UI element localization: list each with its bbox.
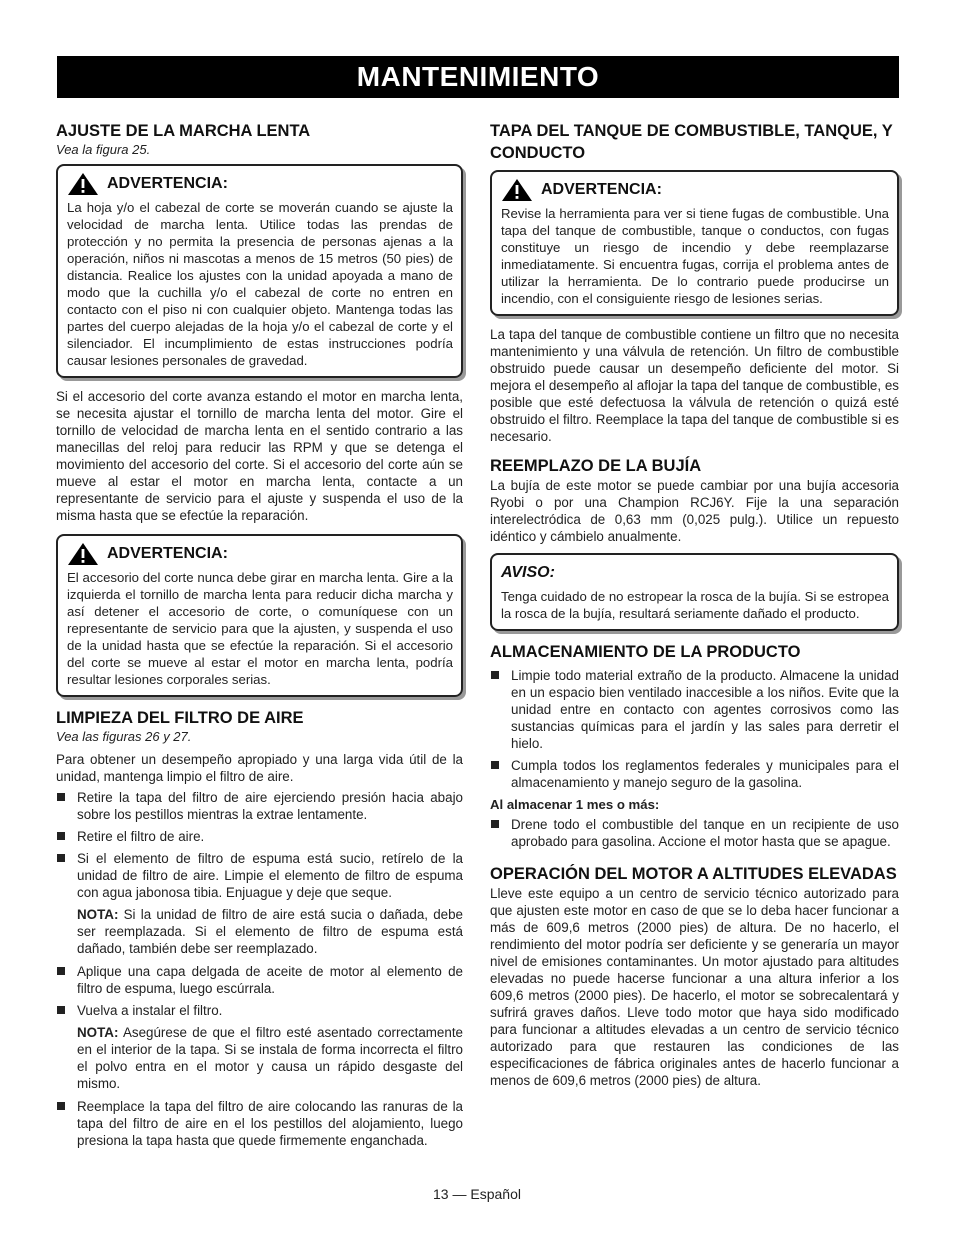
warning-text: Revise la herramienta para ver si tiene fugas de combustible. Una tapa del tanque de combustible, tanque o conductos, con fugas constituye un riesgo de incendio y debe reemplazarse inmediatamente. Si encuentra fugas, corrija el problema antes de utilizar la herramienta. De lo contrario puede producirse un incendio, con el consiguiente riesgo de lesiones serias. bbox=[501, 206, 889, 306]
paragraph: La bujía de este motor se puede cambiar por una bujía accesoria Ryobi o por una Champion RCJ6Y. Fije la una separación interelectródica de 0,63 mm (0,025 pulg.). Utilice un repuesto idéntico y cámbielo anualmente. bbox=[490, 478, 899, 544]
bullet-list bbox=[56, 789, 463, 901]
note bbox=[56, 1024, 463, 1092]
square-bullet-icon bbox=[491, 820, 499, 828]
warning-triangle-icon bbox=[501, 178, 533, 202]
bullet-list bbox=[56, 963, 463, 1019]
note-label: NOTA: bbox=[77, 1025, 119, 1040]
note-text: Asegúrese de que el filtro esté asentado correctamente en el interior de la tapa. Si se instala de forma incorrecta el filtro el polvo entra en el motor y causa un rápido desgaste del mismo. bbox=[77, 1025, 463, 1091]
section-title: ALMACENAMIENTO DE LA PRODUCTO bbox=[490, 643, 801, 661]
list-item-text: Limpie todo material extraño de la producto. Almacene la unidad en un espacio bien ventilado inaccesible a los niños. Evite que la unidad entre en contacto con agentes corrosivos como las sustancias químicas para el jardín y las sales para derretir el hielo. bbox=[511, 668, 899, 751]
paragraph: Lleve este equipo a un centro de servicio técnico autorizado para que ajusten este motor en caso de que se lo deba hacer funcionar a más de 609,6 metros (2000 pies) de altura. De no hacerlo, el rendimiento del motor podría ser deficiente y se generaría un mayor nivel de emisiones contaminantes. Un motor ajustado para altitudes elevadas no puede hacerse funcionar a una altura inferior a los 609,6 metros (2000 pies). De hacerlo, el motor se sobrecalentará y sufrirá graves daños. Lleve todo motor que haya sido modificado para funcionar a altitudes elevadas a un centro de servicio técnico autorizado para que restauren las condiciones de las especificaciones de fábrica originales antes de hacerlo funcionar a menos de 609,6 metros (2000 pies) de altura. bbox=[490, 886, 899, 1088]
paragraph: Para obtener un desempeño apropiado y una larga vida útil de la unidad, mantenga limpio el filtro de aire. bbox=[56, 752, 463, 784]
list-item-text: Retire el filtro de aire. bbox=[77, 829, 205, 844]
warning-text: El accesorio del corte nunca debe girar en marcha lenta. Gire a la izquierda el tornillo de marcha lenta para reducir dicha marcha y así detener el accesorio de corte, o comuníquese con un representante de servicio para que la ajusten, y suspenda el uso de la unidad hasta que se efectúe la reparación. Si el accesorio del corte se mueve al estar el motor en marcha lenta, podría resultar lesiones corporales serias. bbox=[67, 570, 453, 687]
list-item-text: Retire la tapa del filtro de aire ejerciendo presión hacia abajo sobre los pestillos mientras la extrae lentamente. bbox=[77, 790, 463, 822]
list-item bbox=[56, 1098, 463, 1149]
list-item bbox=[56, 1002, 463, 1019]
warning-box bbox=[490, 170, 899, 316]
section-title: REEMPLAZO DE LA BUJÍA bbox=[490, 457, 702, 475]
figure-reference: Vea la figura 25. bbox=[56, 142, 151, 157]
bullet-list bbox=[56, 1098, 463, 1149]
warning-text: La hoja y/o el cabezal de corte se moverán cuando se ajuste la velocidad de marcha lenta. Utilice todas las prendas de protección y no permita la presencia de personas ajenas a la operación, niños ni mascotas a menos de 15 metros (50 pies) de distancia. Realice los ajustes con la unidad apoyada a mano de modo que la cuchilla y/o el cabezal de corte no entren en contacto con el piso ni con cualquier objeto. Mantenga todas las partes del cuerpo alejadas de la hoja y/o el cabezal de corte y el silenciador. El incumplimiento de estas instrucciones podría causar lesiones personales de gravedad. bbox=[67, 200, 453, 368]
square-bullet-icon bbox=[57, 1006, 65, 1014]
warning-header bbox=[501, 178, 889, 202]
section-title: OPERACIÓN DEL MOTOR A ALTITUDES ELEVADAS bbox=[490, 865, 897, 883]
square-bullet-icon bbox=[57, 854, 65, 862]
notice-text: Tenga cuidado de no estropear la rosca de la bujía. Si se estropea la rosca de la bujía, resultará seriamente dañado el producto. bbox=[501, 589, 889, 621]
square-bullet-icon bbox=[57, 832, 65, 840]
section-title: TAPA DEL TANQUE DE COMBUSTIBLE, TANQUE, Y CONDUCTO bbox=[490, 122, 893, 162]
list-item-text: Si el elemento de filtro de espuma está sucio, retírelo de la unidad de filtro de aire. Limpie el elemento de filtro de espuma con agua jabonosa tibia. Enjuague y deje que seque. bbox=[77, 851, 463, 900]
bullet-list bbox=[490, 816, 899, 850]
list-item-text: Cumpla todos los reglamentos federales y municipales para el almacenamiento y manejo seguro de la gasolina. bbox=[511, 758, 899, 790]
note-text: Si la unidad de filtro de aire está sucia o dañada, debe ser reemplazada. Si el elemento de filtro de espuma está dañado, también debe ser reemplazado. bbox=[77, 907, 463, 956]
page-title: MANTENIMIENTO bbox=[57, 56, 899, 98]
warning-header bbox=[67, 172, 453, 196]
left-column bbox=[56, 120, 463, 1154]
list-item bbox=[490, 757, 899, 791]
list-item bbox=[490, 816, 899, 850]
warning-title: ADVERTENCIA: bbox=[107, 175, 228, 192]
warning-box bbox=[56, 534, 463, 697]
section-title: AJUSTE DE LA MARCHA LENTA bbox=[56, 122, 311, 140]
right-column bbox=[490, 120, 899, 1089]
square-bullet-icon bbox=[57, 793, 65, 801]
notice-title: AVISO: bbox=[501, 564, 555, 581]
figure-reference: Vea las figuras 26 y 27. bbox=[56, 729, 192, 744]
square-bullet-icon bbox=[57, 1102, 65, 1110]
list-item-text: Aplique una capa delgada de aceite de motor al elemento de filtro de espuma, luego escúrrala. bbox=[77, 964, 463, 996]
square-bullet-icon bbox=[57, 967, 65, 975]
section-title: LIMPIEZA DEL FILTRO DE AIRE bbox=[56, 709, 304, 727]
warning-box bbox=[56, 164, 463, 378]
warning-triangle-icon bbox=[67, 172, 99, 196]
list-item bbox=[56, 789, 463, 823]
page-footer: 13 — Español bbox=[433, 1186, 521, 1202]
warning-triangle-icon bbox=[67, 542, 99, 566]
notice-box bbox=[490, 553, 899, 631]
list-item-text: Reemplace la tapa del filtro de aire colocando las ranuras de la tapa del filtro de aire en el los pestillos del alojamiento, luego presiona la tapa hasta que quede firmemente enganchada. bbox=[77, 1099, 463, 1148]
list-item bbox=[56, 963, 463, 997]
bullet-list bbox=[490, 667, 899, 791]
list-item bbox=[490, 667, 899, 752]
square-bullet-icon bbox=[491, 761, 499, 769]
note bbox=[56, 906, 463, 957]
list-item bbox=[56, 850, 463, 901]
warning-title: ADVERTENCIA: bbox=[541, 181, 662, 198]
warning-title: ADVERTENCIA: bbox=[107, 545, 228, 562]
list-item bbox=[56, 828, 463, 845]
warning-header bbox=[67, 542, 453, 566]
square-bullet-icon bbox=[491, 671, 499, 679]
paragraph: Si el accesorio del corte avanza estando el motor en marcha lenta, se necesita ajustar el tornillo de marcha lenta del motor. Gire el tornillo de velocidad de marcha lenta en el sentido contrario a las manecillas del reloj para reducir las RPM y que se detenga el movimiento del accesorio del corte. Si el accesorio del corte aún se mueve al estar el motor en marcha lenta, contacte a un representante de servicio para el ajuste y suspenda el uso de la misma hasta que se efectúe la reparación. bbox=[56, 389, 463, 523]
list-item-text: Vuelva a instalar el filtro. bbox=[77, 1003, 223, 1018]
list-item-text: Drene todo el combustible del tanque en un recipiente de uso aprobado para gasolina. Accione el motor hasta que se apague. bbox=[511, 817, 899, 849]
subheading: Al almacenar 1 mes o más: bbox=[490, 797, 660, 812]
paragraph: La tapa del tanque de combustible contiene un filtro que no necesita mantenimiento y una válvula de retención. Un filtro de combustible obstruido puede causar un desempeño deficiente del motor. Si mejora el desempeño al aflojar la tapa del tanque de combustible, es posible que esté defectuosa la válvula de retención o quizá esté obstruido el filtro. Reemplace la tapa del tanque de combustible si es necesario. bbox=[490, 327, 899, 444]
note-label: NOTA: bbox=[77, 907, 119, 922]
